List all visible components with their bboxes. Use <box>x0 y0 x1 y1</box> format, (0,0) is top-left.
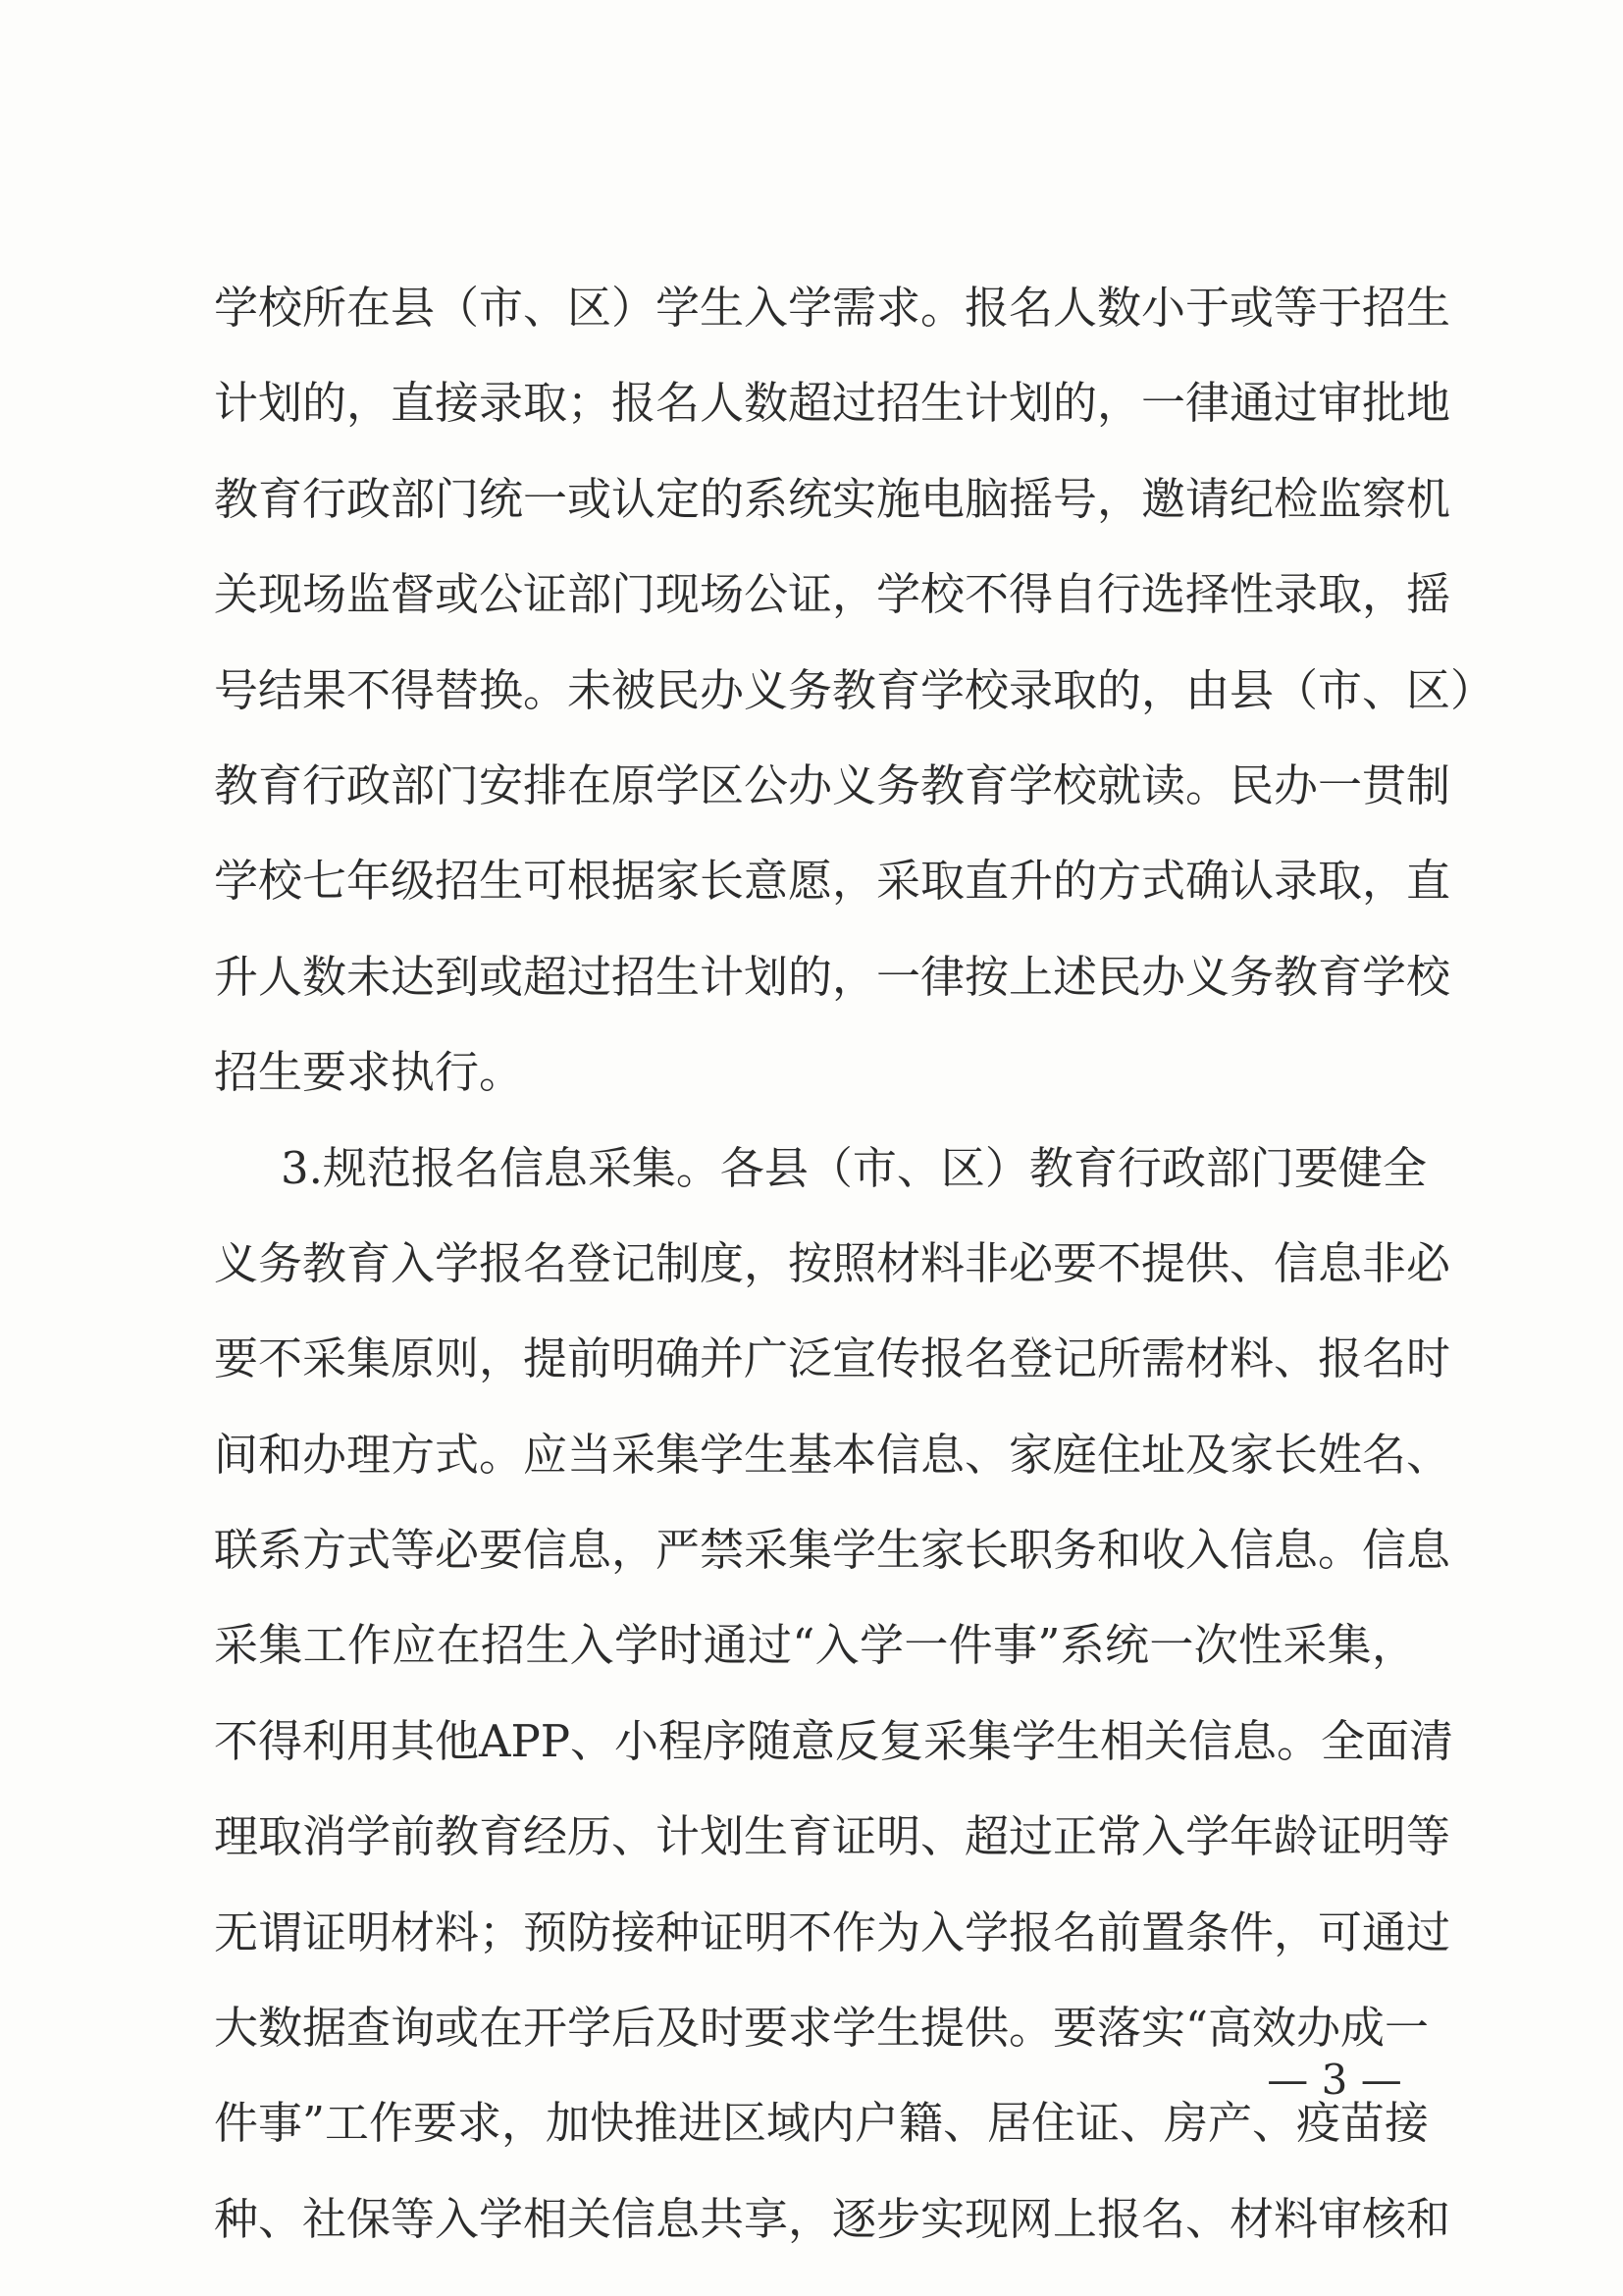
text-line: 义务教育入学报名登记制度，按照材料非必要不提供、信息非必 <box>214 1236 1451 1289</box>
text-line: 教育行政部门统一或认定的系统实施电脑摇号，邀请纪检监察机 <box>214 472 1451 525</box>
text-line: 大数据查询或在开学后及时要求学生提供。要落实“高效办成一 <box>214 2002 1430 2055</box>
text-line: 学校七年级招生可根据家长意愿，采取直升的方式确认录取，直 <box>214 855 1451 908</box>
text-line: 招生要求执行。 <box>214 1046 524 1099</box>
text-line: 件事”工作要求，加快推进区域内户籍、居住证、房产、疫苗接 <box>214 2097 1430 2150</box>
text-line: 要不采集原则，提前明确并广泛宣传报名登记所需材料、报名时 <box>214 1332 1451 1385</box>
text-line: 无谓证明材料；预防接种证明不作为入学报名前置条件，可通过 <box>214 1905 1451 1958</box>
text-line: 教育行政部门安排在原学区公办义务教育学校就读。民办一贯制 <box>214 758 1451 811</box>
body-text <box>214 260 1495 2267</box>
text-line: 号结果不得替换。未被民办义务教育学校录取的，由县（市、区） <box>214 663 1495 716</box>
text-line: 不得利用其他APP、小程序随意反复采集学生相关信息。全面清 <box>214 1714 1454 1767</box>
page-number: — 3 — <box>1267 2056 1402 2104</box>
text-line: 升人数未达到或超过招生计划的，一律按上述民办义务教育学校 <box>214 950 1451 1003</box>
text-line: 种、社保等入学相关信息共享，逐步实现网上报名、材料审核和 <box>214 2192 1451 2245</box>
text-line: 采集工作应在招生入学时通过“入学一件事”系统一次性采集， <box>214 1619 1416 1672</box>
text-line: 计划的，直接录取；报名人数超过招生计划的，一律通过审批地 <box>214 377 1451 430</box>
text-line: 联系方式等必要信息，严禁采集学生家长职务和收入信息。信息 <box>214 1524 1451 1577</box>
text-line: 理取消学前教育经历、计划生育证明、超过正常入学年龄证明等 <box>214 1810 1451 1863</box>
section-heading-line: 3.规范报名信息采集。各县（市、区）教育行政部门要健全 <box>281 1141 1427 1194</box>
text-line: 关现场监督或公证部门现场公证，学校不得自行选择性录取，摇 <box>214 568 1451 621</box>
text-line: 间和办理方式。应当采集学生基本信息、家庭住址及家长姓名、 <box>214 1428 1451 1481</box>
text-line: 学校所在县（市、区）学生入学需求。报名人数小于或等于招生 <box>214 282 1451 334</box>
